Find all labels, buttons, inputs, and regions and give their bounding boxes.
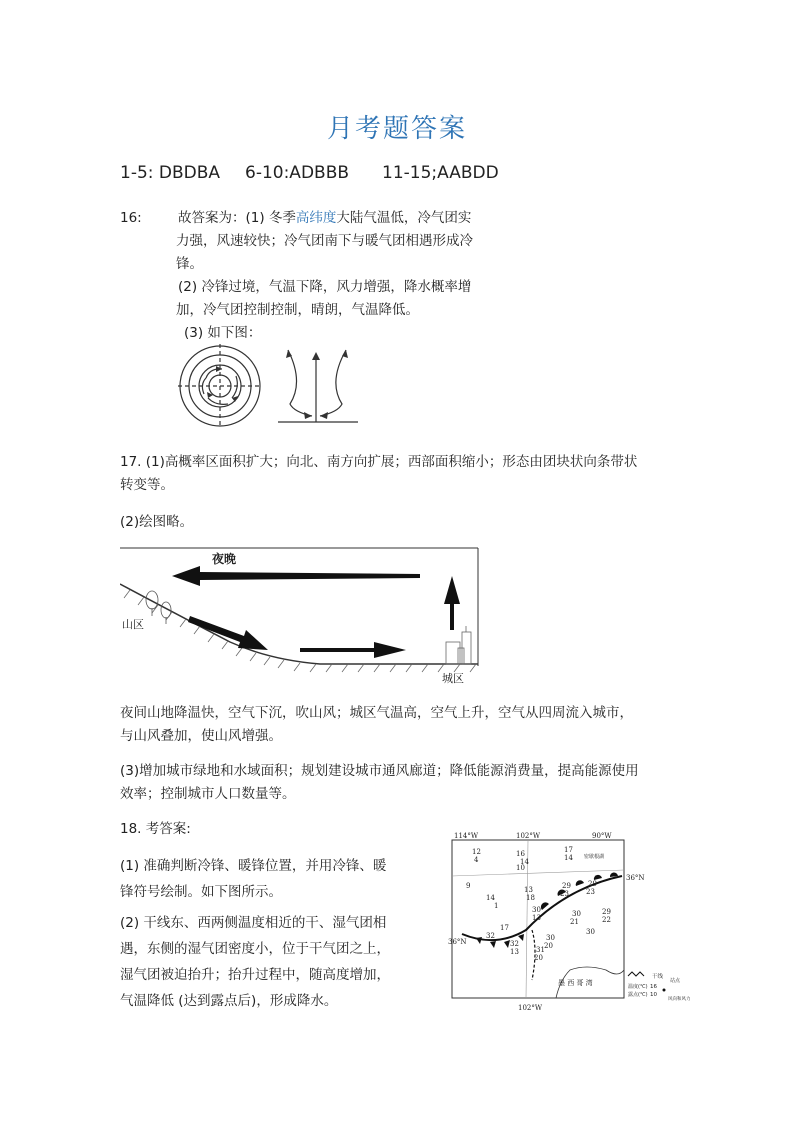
arrowhead xyxy=(320,412,328,419)
city-updraft-arrow xyxy=(444,576,460,630)
mountain-slope xyxy=(120,584,478,664)
q18-heading: 18. 考答案: xyxy=(120,821,191,837)
q16-line2: 力强，风速较快；冷气团南下与暖气团相遇形成冷 xyxy=(176,233,473,249)
q17-part1 xyxy=(120,451,680,497)
svg-text:32: 32 xyxy=(486,932,495,940)
q17-part1-line1: 17. (1)高概率区面积扩大；向北、南方向扩展；西部面积缩小；形态由团块状向条带状 xyxy=(120,454,638,470)
arrowhead xyxy=(304,412,312,419)
inflow-arrow-3 xyxy=(208,398,228,404)
arrowhead xyxy=(216,366,222,372)
svg-text:17: 17 xyxy=(500,924,509,932)
q17-explanation xyxy=(120,702,680,748)
q16-line1-pre: 故答案为：(1) 冬季 xyxy=(178,210,296,226)
lake-label: 密歇根湖 xyxy=(584,854,605,860)
q16-keyword-link[interactable]: 高纬度 xyxy=(295,210,337,226)
legend-dryline-symbol xyxy=(628,972,644,976)
inflow-arrow-4 xyxy=(202,378,206,394)
lon-label-bottom: 102°W xyxy=(518,1004,543,1012)
gulf-label: 墨 西 哥 湾 xyxy=(558,979,593,987)
updraft-arrowhead xyxy=(312,352,320,360)
svg-text:29: 29 xyxy=(588,880,597,888)
svg-text:1: 1 xyxy=(494,902,499,910)
svg-text:30: 30 xyxy=(532,906,541,914)
q17-part3-line1: (3)增加城市绿地和水域面积；规划建设城市通风廊道；降低能源消费量，提高能源使用 xyxy=(120,763,639,779)
lat-label-left: 36°N xyxy=(448,938,467,946)
slope-hatching xyxy=(124,590,476,672)
svg-text:18: 18 xyxy=(526,894,535,902)
q16-line1-post: 大陆气温低，冷气团实 xyxy=(336,210,472,226)
lon-label-114w: 114°W xyxy=(454,832,479,840)
label-night: 夜晚 xyxy=(212,552,237,566)
q16-line3: 锋。 xyxy=(176,256,203,272)
multiple-choice-answers xyxy=(120,163,499,183)
legend-station: 站点 xyxy=(670,978,681,984)
q17-mountain-wind-figure xyxy=(120,546,482,684)
legend-dryline: 干线 xyxy=(652,974,664,980)
airflow-left xyxy=(288,350,312,416)
q16-cyclone-figure xyxy=(178,342,368,432)
q17-explanation-line2: 与山风叠加，使山风增强。 xyxy=(120,728,282,744)
q17-part2: (2)绘图略。 xyxy=(120,514,194,530)
label-mountain: 山区 xyxy=(122,618,144,631)
svg-text:13: 13 xyxy=(524,886,533,894)
svg-text:9: 9 xyxy=(466,882,471,890)
upper-return-flow-arrow xyxy=(172,566,420,586)
q16-number: 16: xyxy=(120,210,142,226)
legend-station-dot xyxy=(663,989,666,992)
q17-part3 xyxy=(120,760,680,806)
map-legend xyxy=(628,972,691,1002)
q18-weather-map xyxy=(446,830,700,1014)
svg-text:32: 32 xyxy=(510,940,519,948)
q16-answer xyxy=(178,207,518,345)
answer-group-2: 6-10:ADBBB xyxy=(245,163,350,183)
legend-wind: 风向和风力 xyxy=(668,997,691,1002)
q16-line1 xyxy=(178,207,518,230)
q18-part2 xyxy=(120,910,440,1014)
valley-inflow-arrow xyxy=(300,642,406,658)
legend-dew-value: 10 xyxy=(650,992,657,998)
svg-text:20: 20 xyxy=(544,942,553,950)
legend-temperature: 温度(℃) xyxy=(628,984,648,990)
svg-text:30: 30 xyxy=(546,934,555,942)
page-title: 月考题答案 xyxy=(326,114,467,144)
airflow-right xyxy=(320,350,346,416)
legend-temp-value: 16 xyxy=(650,984,657,990)
trees xyxy=(146,591,171,624)
q17-part1-line2: 转变等。 xyxy=(120,477,174,493)
q17-part3-line2: 效率；控制城市人口数量等。 xyxy=(120,786,296,802)
svg-text:30: 30 xyxy=(572,910,581,918)
station-observations xyxy=(466,846,611,962)
q18-part1-line1: (1) 准确判断冷锋、暖锋位置，并用冷锋、暖 xyxy=(120,858,387,874)
svg-text:4: 4 xyxy=(474,856,479,864)
svg-text:13: 13 xyxy=(532,914,541,922)
q18-part1-line2: 锋符号绘制。如下图所示。 xyxy=(120,884,282,900)
svg-text:13: 13 xyxy=(510,948,519,956)
svg-text:29: 29 xyxy=(562,882,571,890)
svg-text:30: 30 xyxy=(586,928,595,936)
answer-group-1: 1-5: DBDBA xyxy=(120,163,221,183)
svg-text:14: 14 xyxy=(486,894,495,902)
svg-text:10: 10 xyxy=(516,864,525,872)
svg-text:29: 29 xyxy=(602,908,611,916)
q17-explanation-line1: 夜间山地降温快，空气下沉，吹山风；城区气温高，空气上升，空气从四周流入城市， xyxy=(120,705,633,721)
q18-part1 xyxy=(120,853,440,905)
svg-text:12: 12 xyxy=(472,848,481,856)
q16-line6: (3) 如下图： xyxy=(184,325,262,341)
q16-line4: (2) 冷锋过境，气温下降，风力增强，降水概率增 xyxy=(178,279,472,295)
svg-text:23: 23 xyxy=(586,888,595,896)
inflow-arrow-2 xyxy=(232,376,237,398)
svg-text:21: 21 xyxy=(570,918,579,926)
mountain-wind-arrow xyxy=(188,616,268,650)
svg-text:14: 14 xyxy=(564,854,573,862)
lon-label-102w: 102°W xyxy=(516,832,541,840)
svg-text:16: 16 xyxy=(516,850,525,858)
q18-part2-line1: (2) 干线东、西两侧温度相近的干、湿气团相 xyxy=(120,915,387,931)
city-buildings xyxy=(446,626,471,664)
lat-label-right: 36°N xyxy=(626,874,645,882)
answer-group-3: 11-15;AABDD xyxy=(382,163,499,183)
svg-text:17: 17 xyxy=(564,846,573,854)
legend-dewpoint: 露点(℃) xyxy=(628,992,648,998)
svg-text:22: 22 xyxy=(602,916,611,924)
q18-part2-line2: 遇，东侧的湿气团密度小，位于干气团之上， xyxy=(120,941,390,957)
svg-text:31: 31 xyxy=(536,946,545,954)
svg-text:23: 23 xyxy=(560,890,569,898)
label-city: 城区 xyxy=(442,672,464,684)
q18-part2-line4: 气温降低 (达到露点后)，形成降水。 xyxy=(120,993,338,1009)
svg-text:14: 14 xyxy=(520,858,529,866)
q18-part2-line3: 湿气团被迫抬升；抬升过程中，随高度增加， xyxy=(120,967,390,983)
svg-text:20: 20 xyxy=(534,954,543,962)
q16-line5: 加，冷气团控制控制，晴朗，气温降低。 xyxy=(176,302,419,318)
lon-label-90w: 90°W xyxy=(592,832,612,840)
